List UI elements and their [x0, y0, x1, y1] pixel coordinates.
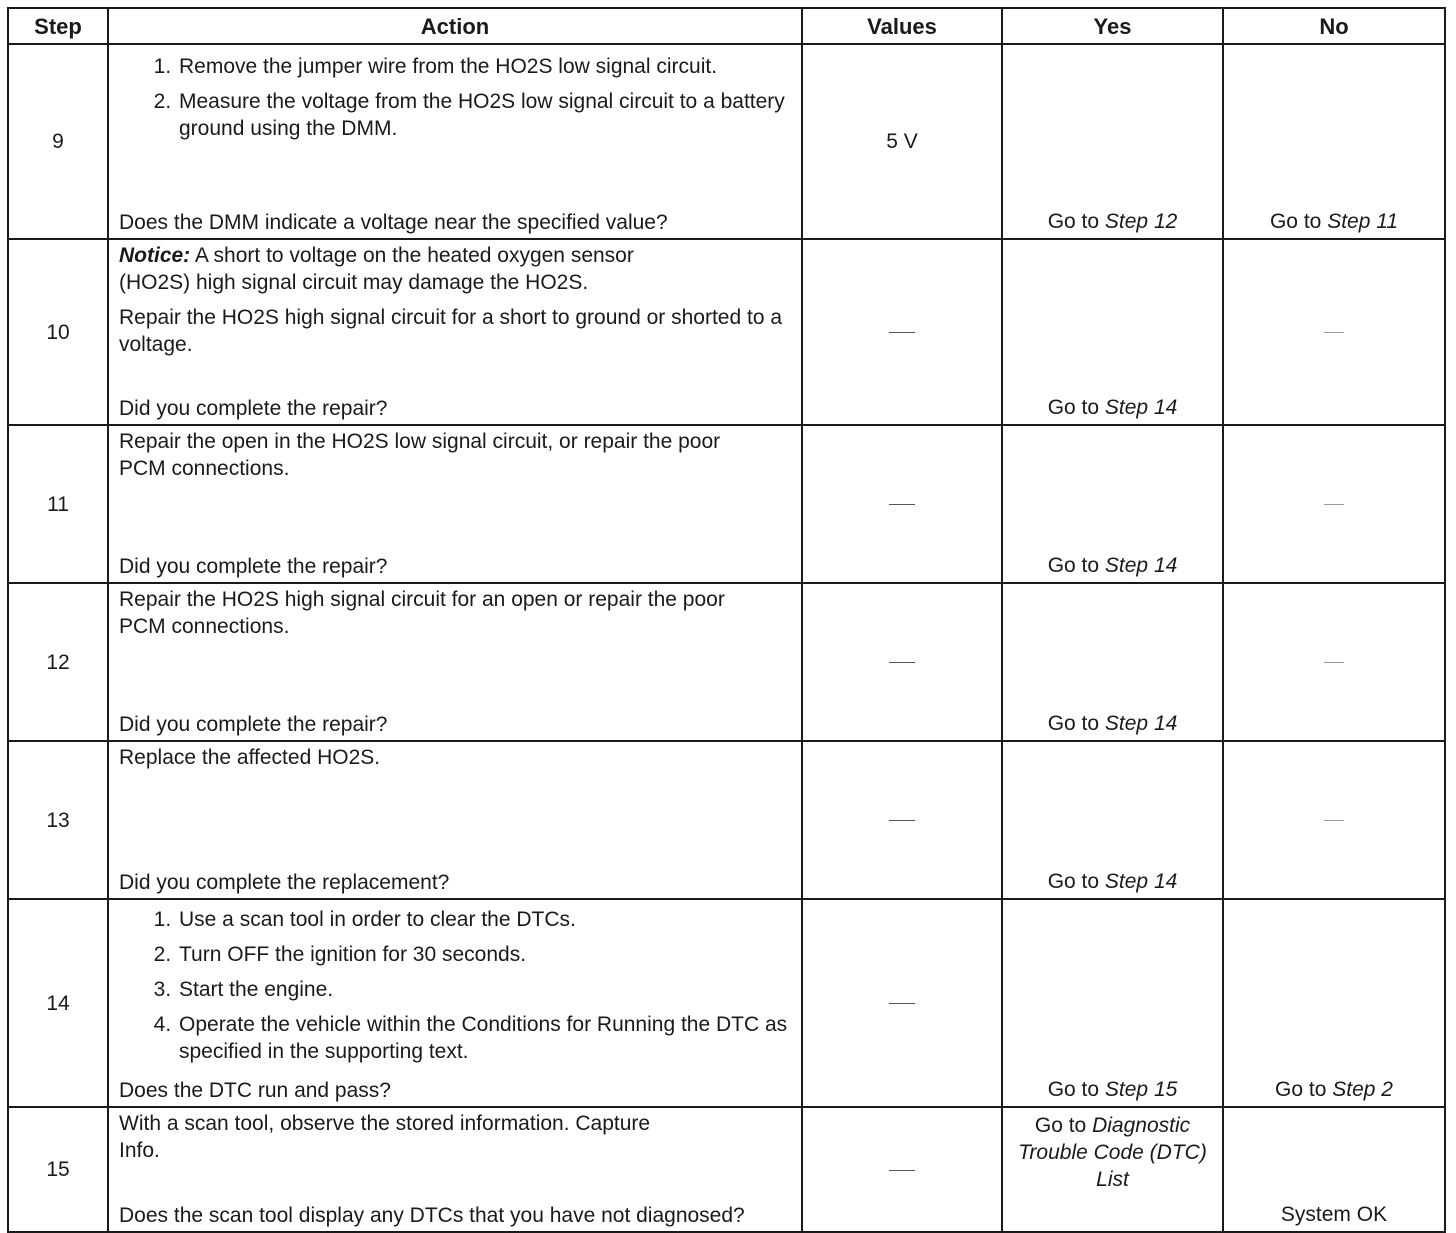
yes-cell: Go to Step 14 — [1002, 741, 1223, 899]
action-cell — [108, 899, 802, 1107]
header-action: Action — [108, 8, 802, 44]
value-cell — [802, 239, 1002, 425]
action-text: Repair the HO2S high signal circuit for an open or repair the poor PCM connections. — [119, 588, 725, 638]
value-cell — [802, 583, 1002, 741]
action-text: With a scan tool, observe the stored information. Capture Info. — [119, 1112, 651, 1162]
step-reference: Step 2 — [1332, 1078, 1393, 1101]
action-question: Did you complete the repair? — [119, 397, 388, 420]
diagnostic-table — [7, 7, 1446, 1233]
dash-mark — [889, 662, 915, 663]
step-number: 15 — [8, 1107, 108, 1232]
yes-cell: Go to Step 14 — [1002, 239, 1223, 425]
yes-cell: Go to Step 12 — [1002, 44, 1223, 239]
dash-mark — [1324, 662, 1344, 663]
action-cell — [108, 741, 802, 899]
step-reference: Step 14 — [1104, 554, 1178, 577]
table-row — [8, 899, 1445, 1107]
action-item: 1. Use a scan tool in order to clear the DTCs. — [177, 906, 791, 933]
step-reference: Diagnostic Trouble Code (DTC) List — [1018, 1114, 1207, 1191]
step-number: 12 — [8, 583, 108, 741]
action-cell — [108, 425, 802, 583]
notice-label: Notice: — [119, 244, 191, 267]
no-cell: Go to Step 2 — [1223, 899, 1445, 1107]
no-cell — [1223, 741, 1445, 899]
dash-mark — [1324, 504, 1344, 505]
no-cell: System OK — [1223, 1107, 1445, 1232]
header-yes: Yes — [1002, 8, 1223, 44]
action-item: 2. Measure the voltage from the HO2S low signal circuit to a battery ground using the DMM. — [177, 88, 791, 142]
dash-mark — [1324, 820, 1344, 821]
step-reference: Step 14 — [1104, 712, 1178, 735]
header-no: No — [1223, 8, 1445, 44]
table-row — [8, 44, 1445, 239]
action-question: Does the scan tool display any DTCs that you have not diagnosed? — [119, 1204, 745, 1227]
action-question: Did you complete the replacement? — [119, 871, 450, 894]
value-cell — [802, 425, 1002, 583]
action-item: 3. Start the engine. — [177, 976, 791, 1003]
table-row — [8, 425, 1445, 583]
header-step: Step — [8, 8, 108, 44]
step-number: 10 — [8, 239, 108, 425]
notice-text: A short to voltage on the heated oxygen sensor (HO2S) high signal circuit may damage the HO2S. — [119, 244, 634, 294]
action-item: 2. Turn OFF the ignition for 30 seconds. — [177, 941, 791, 968]
yes-cell: Go to Step 15 — [1002, 899, 1223, 1107]
action-item: 1. Remove the jumper wire from the HO2S low signal circuit. — [177, 53, 791, 80]
step-reference: Step 11 — [1327, 210, 1399, 233]
dash-mark — [889, 820, 915, 821]
dash-mark — [1324, 332, 1344, 333]
value-cell — [802, 899, 1002, 1107]
step-number: 13 — [8, 741, 108, 899]
no-cell — [1223, 425, 1445, 583]
action-question: Does the DMM indicate a voltage near the specified value? — [119, 211, 668, 234]
table-row — [8, 1107, 1445, 1232]
step-reference: Step 14 — [1104, 396, 1178, 419]
action-question: Did you complete the repair? — [119, 713, 388, 736]
header-values: Values — [802, 8, 1002, 44]
step-number: 14 — [8, 899, 108, 1107]
dash-mark — [889, 1170, 915, 1171]
no-cell — [1223, 239, 1445, 425]
step-number: 9 — [8, 44, 108, 239]
no-cell — [1223, 583, 1445, 741]
yes-cell: Go to Step 14 — [1002, 583, 1223, 741]
table-row — [8, 583, 1445, 741]
action-question: Does the DTC run and pass? — [119, 1079, 391, 1102]
dash-mark — [889, 332, 915, 333]
action-cell — [108, 1107, 802, 1232]
value-cell — [802, 1107, 1002, 1232]
value-cell: 5 V — [802, 44, 1002, 239]
yes-cell: Go to Diagnostic Trouble Code (DTC) List — [1002, 1107, 1223, 1232]
action-cell — [108, 239, 802, 425]
step-reference: Step 12 — [1104, 210, 1178, 233]
table-row — [8, 741, 1445, 899]
value-cell — [802, 741, 1002, 899]
yes-cell: Go to Step 14 — [1002, 425, 1223, 583]
action-item: 4. Operate the vehicle within the Conditions for Running the DTC as specified in the supporting text. — [177, 1011, 791, 1065]
action-cell — [108, 44, 802, 239]
no-cell: Go to Step 11 — [1223, 44, 1445, 239]
step-reference: Step 15 — [1104, 1078, 1178, 1101]
action-question: Did you complete the repair? — [119, 555, 388, 578]
step-number: 11 — [8, 425, 108, 583]
dash-mark — [889, 504, 915, 505]
header-row — [8, 8, 1445, 44]
dash-mark — [889, 1003, 915, 1004]
action-text: Repair the open in the HO2S low signal circuit, or repair the poor PCM connections. — [119, 430, 721, 480]
action-cell — [108, 583, 802, 741]
step-reference: Step 14 — [1104, 870, 1178, 893]
table-row — [8, 239, 1445, 425]
action-text: Repair the HO2S high signal circuit for a short to ground or shorted to a voltage. — [119, 306, 783, 356]
action-text: Replace the affected HO2S. — [119, 746, 381, 769]
